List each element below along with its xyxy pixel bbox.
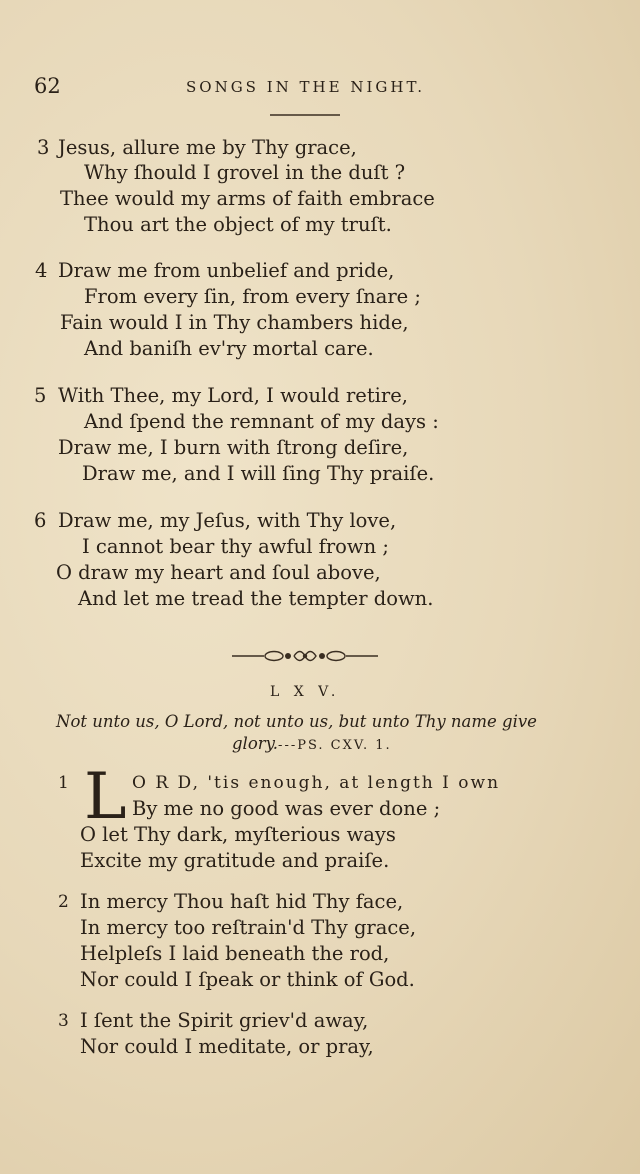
verse-line: From every ſin, from every ſnare ; [84, 285, 421, 308]
epigraph-text: glory. [232, 734, 279, 753]
verse-line: O draw my heart and ſoul above, [56, 561, 381, 584]
running-title: SONGS IN THE NIGHT. [186, 78, 426, 96]
verse-line: Jesus, allure me by Thy grace, [58, 136, 357, 159]
verse-line: Draw me, I burn with ſtrong deſire, [58, 436, 409, 459]
page-header [0, 74, 640, 104]
verse-line: In mercy Thou haſt hid Thy face, [80, 890, 404, 913]
stanza-number: 6 [34, 509, 47, 532]
verse-line: I ſent the Spirit griev'd away, [80, 1009, 369, 1032]
verse-line: I cannot bear thy awful frown ; [82, 535, 389, 558]
verse-line: And let me tread the tempter down. [78, 587, 434, 610]
verse-line: O R D, 'tis enough, at length I own [132, 773, 501, 793]
verse-line: In mercy too reſtrain'd Thy grace, [80, 916, 417, 939]
verse-line: Draw me, my Jeſus, with Thy love, [58, 509, 397, 532]
stanza-number: 2 [58, 892, 69, 912]
verse-line: Nor could I ſpeak or think of God. [80, 968, 415, 991]
verse-line: And ſpend the remnant of my days : [84, 410, 439, 433]
verse-line: Draw me from unbelief and pride, [58, 259, 395, 282]
verse-line: Excite my gratitude and praiſe. [80, 849, 390, 872]
verse-line: Thee would my arms of faith embrace [60, 187, 435, 210]
scripture-reference: ---PS. CXV. 1. [278, 738, 392, 753]
drop-cap-letter: L [84, 760, 127, 834]
decorative-ornament-icon [230, 644, 380, 668]
verse-line: With Thee, my Lord, I would retire, [58, 384, 408, 407]
stanza-number: 3 [37, 136, 50, 159]
verse-line: Why ſhould I grovel in the duſt ? [84, 161, 406, 184]
verse-line: Draw me, and I will ſing Thy praiſe. [82, 462, 435, 485]
verse-line: Helpleſs I laid beneath the rod, [80, 942, 390, 965]
verse-line: Fain would I in Thy chambers hide, [60, 311, 409, 334]
stanza-number: 1 [58, 773, 69, 793]
epigraph-line: Not unto us, O Lord, not unto us, but unto Thy name give [56, 712, 537, 731]
stanza-number: 5 [34, 384, 47, 407]
epigraph-line [232, 734, 392, 753]
page-number: 62 [34, 74, 61, 98]
stanza-number: 4 [35, 259, 48, 282]
verse-line: Nor could I meditate, or pray, [80, 1035, 374, 1058]
stanza-number: 3 [58, 1011, 69, 1031]
verse-line: Thou art the object of my truſt. [84, 213, 392, 236]
hymn-number-heading: L X V. [270, 684, 341, 700]
verse-line: And baniſh ev'ry mortal care. [84, 337, 374, 360]
verse-line: O let Thy dark, myſterious ways [80, 823, 396, 846]
header-rule-icon [270, 112, 340, 118]
verse-line: By me no good was ever done ; [132, 797, 441, 820]
